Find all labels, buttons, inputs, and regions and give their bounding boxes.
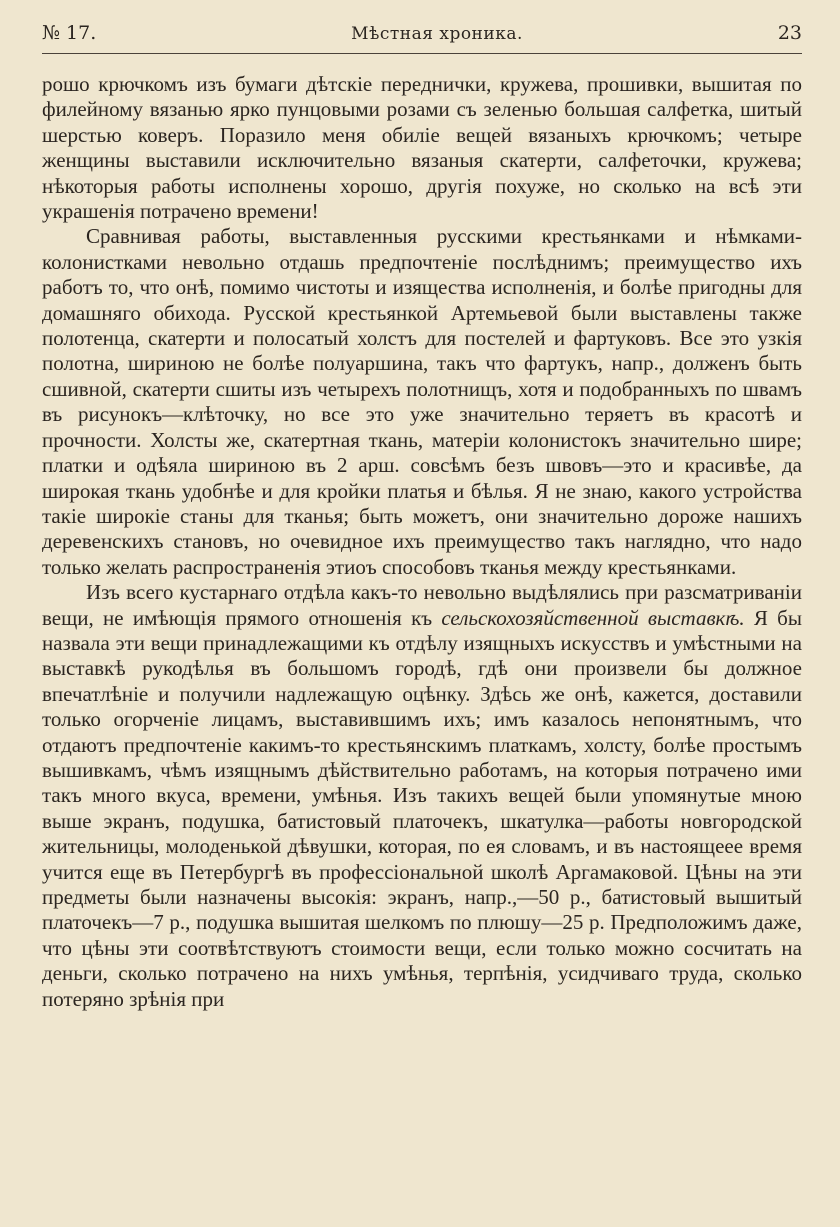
paragraph-text: рошо крючкомъ изъ бумаги дѣтскіе переднички, кружева, прошивки, вышитая по филейному вязанью ярко пунцовыми розами съ зеленью большая салфетка, шитый шерстью коверъ. Поразило меня обиліе вещей вязаныхъ крючкомъ; четыре женщины выставили исключительно вязаныя скатерти, салфеточки, кружева; нѣкоторыя работы исполнены хорошо, другія похуже, но сколько на всѣ эти украшенія потрачено времени! bbox=[42, 72, 802, 224]
italic-phrase: сельскохозяйственной выставкѣ. bbox=[441, 605, 745, 630]
issue-number: № 17. bbox=[42, 22, 97, 44]
page-number: 23 bbox=[777, 22, 802, 44]
paragraph-1 bbox=[42, 72, 802, 224]
paragraph-text: Сравнивая работы, выставленныя русскими крестьянками и нѣмками-колонистками невольно отдашь предпочтеніе послѣднимъ; преимущество ихъ работъ то, что онѣ, помимо чистоты и изящества исполненія, и болѣе пригодны для домашняго обихода. Русской крестьянкой Артемьевой были выставлены также полотенца, скатерти и полосатый холстъ для постелей и фартуковъ. Все это узкія полотна, шириною не болѣе полуаршина, такъ что фартукъ, напр., долженъ быть сшивной, скатерти сшиты изъ четырехъ полотнищъ, хотя и подобранныхъ по швамъ въ рисунокъ—клѣточку, но все это уже значительно теряетъ въ красотѣ и прочности. Холсты же, скатертная ткань, матеріи колонистокъ значительно шире; платки и одѣяла шириною въ 2 арш. совсѣмъ безъ швовъ—это и красивѣе, да широкая ткань удобнѣе и для кройки платья и бѣлья. Я не знаю, какого устройства такіе широкіе станы для тканья; быть можетъ, они значительно дороже нашихъ деревенскихъ становъ, но очевидное ихъ преимущество такъ наглядно, что надо только желать распространенія этиоъ способовъ тканья между крестьянками. bbox=[42, 224, 802, 579]
paragraph-text: Изъ всего кустарнаго отдѣла какъ-то невольно выдѣлялись при разсматриваніи вещи, не имѣющія прямого отношенія къ bbox=[42, 580, 802, 630]
body-text bbox=[42, 72, 802, 1012]
paragraph-3 bbox=[42, 580, 802, 1012]
running-header bbox=[42, 20, 802, 54]
paragraph-text-continued: Я бы назвала эти вещи принадлежащими къ отдѣлу изящныхъ искусствъ и умѣстными на выставкѣ рукодѣлья въ большомъ городѣ, гдѣ они произвели бы должное впечатлѣніе и получили надлежащую оцѣнку. Здѣсь же онѣ, кажется, доставили только огорченіе лицамъ, выставившимъ ихъ; имъ казалось непонятнымъ, что отдаютъ предпочтеніе какимъ-то крестьянскимъ платкамъ, холсту, болѣе простымъ вышивкамъ, чѣмъ изящнымъ дѣйствительно работамъ, на которыя потрачено ими такъ много вкуса, времени, умѣнья. Изъ такихъ вещей были упомянутые мною выше экранъ, подушка, батистовый платочекъ, шкатулка—работы новгородской жительницы, молоденькой дѣвушки, которая, по ея словамъ, и въ настоящеее время учится еще въ Петербургѣ въ профессіональной школѣ Аргамаковой. Цѣны на эти предметы были назначены высокія: экранъ, напр.,—50 р., батистовый вышитый платочекъ—7 р., подушка вышитая шелкомъ по плюшу—25 р. Предположимъ даже, что цѣны эти соотвѣтствуютъ стоимости вещи, если только можно сосчитать на деньги, сколько потрачено на нихъ умѣнья, терпѣнія, усидчиваго труда, сколько потеряно зрѣнія при bbox=[42, 605, 802, 1011]
paragraph-2 bbox=[42, 224, 802, 580]
section-title: Мѣстная хроника. bbox=[351, 24, 523, 44]
